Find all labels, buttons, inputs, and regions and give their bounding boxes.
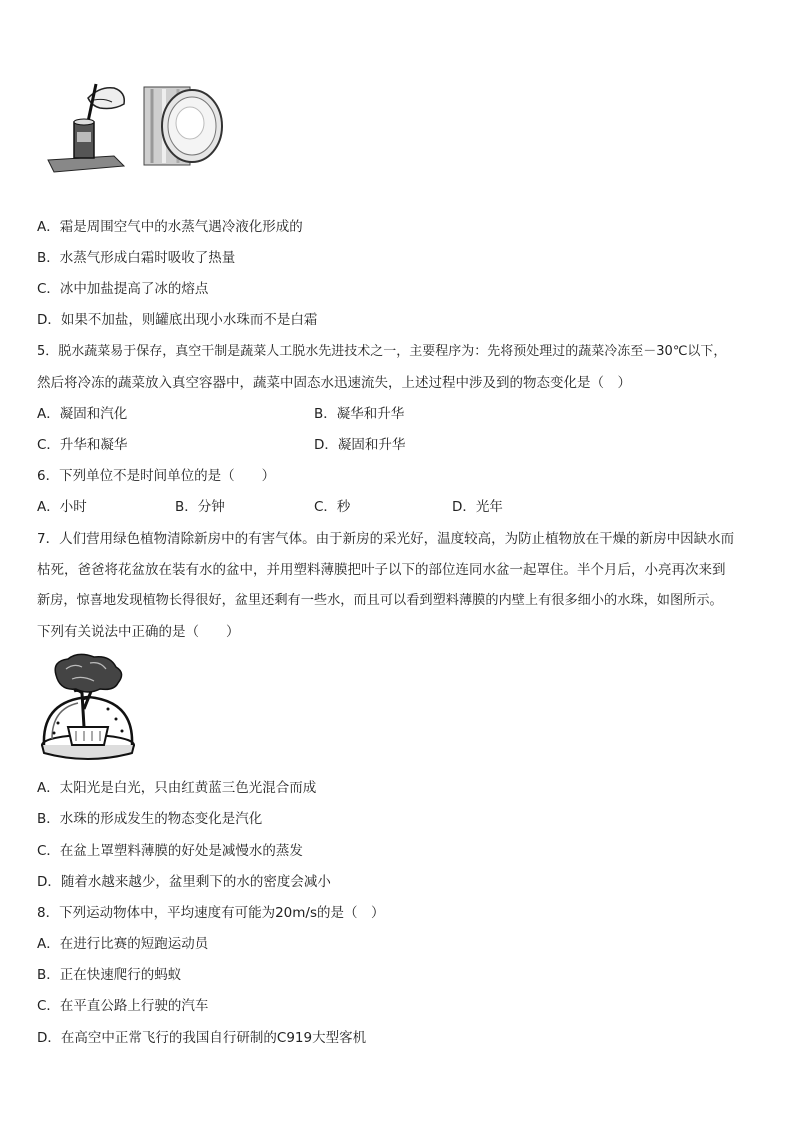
q8-stem: 8．下列运动物体中，平均速度有可能为20m/s的是（ ） bbox=[37, 905, 385, 921]
q4-option-d: D．如果不加盐，则罐底出现小水珠而不是白霜 bbox=[37, 312, 318, 328]
q5-option-b: B．凝华和升华 bbox=[314, 406, 405, 422]
frost-can-bottom-figure bbox=[142, 85, 226, 167]
q5-option-d: D．凝固和升华 bbox=[314, 437, 406, 453]
q7-stem-line1: 7．人们营用绿色植物清除新房中的有害气体。由于新房的采光好，温度较高，为防止植物放在干燥的新房中因缺水而 bbox=[37, 531, 735, 547]
can-stir-figure bbox=[44, 80, 128, 176]
q4-option-a: A．霜是周围空气中的水蒸气遇冷液化形成的 bbox=[37, 219, 303, 235]
q7-stem-line4: 下列有关说法中正确的是（ ） bbox=[37, 624, 240, 640]
q7-option-c: C．在盆上罩塑料薄膜的好处是减慢水的蒸发 bbox=[37, 843, 303, 859]
q5-option-c: C．升华和凝华 bbox=[37, 437, 128, 453]
q4-option-b: B．水蒸气形成白霜时吸收了热量 bbox=[37, 250, 236, 266]
q6-option-c: C．秒 bbox=[314, 499, 351, 515]
q8-option-d: D．在高空中正常飞行的我国自行研制的C919大型客机 bbox=[37, 1030, 367, 1046]
plant-dome-figure bbox=[38, 653, 138, 761]
q7-stem-line2: 枯死，爸爸将花盆放在装有水的盆中，并用塑料薄膜把叶子以下的部位连同水盆一起罩住。半个月后，小亮再次来到 bbox=[37, 562, 726, 578]
q8-option-c: C．在平直公路上行驶的汽车 bbox=[37, 998, 209, 1014]
q7-option-b: B．水珠的形成发生的物态变化是汽化 bbox=[37, 811, 263, 827]
q8-option-a: A．在进行比赛的短跑运动员 bbox=[37, 936, 209, 952]
q6-option-d: D．光年 bbox=[452, 499, 503, 515]
q7-option-a: A．太阳光是白光，只由红黄蓝三色光混合而成 bbox=[37, 780, 317, 796]
q5-option-a: A．凝固和汽化 bbox=[37, 406, 128, 422]
q6-stem: 6．下列单位不是时间单位的是（ ） bbox=[37, 468, 276, 484]
q7-stem-line3: 新房，惊喜地发现植物长得很好，盆里还剩有一些水，而且可以看到塑料薄膜的内壁上有很多细小的水珠，如图所示。 bbox=[37, 593, 723, 608]
q4-option-c: C．冰中加盐提高了冰的熔点 bbox=[37, 281, 209, 297]
q8-option-b: B．正在快速爬行的蚂蚁 bbox=[37, 967, 182, 983]
q6-option-b: B．分钟 bbox=[175, 499, 225, 515]
q5-stem-line1: 5．脱水蔬菜易于保存，真空干制是蔬菜人工脱水先进技术之一，主要程序为：先将预处理过的蔬菜冷冻至－30℃以下， bbox=[37, 344, 727, 359]
q7-option-d: D．随着水越来越少，盆里剩下的水的密度会减小 bbox=[37, 874, 331, 890]
q6-option-a: A．小时 bbox=[37, 499, 87, 515]
q5-stem-line2: 然后将冷冻的蔬菜放入真空容器中，蔬菜中固态水迅速流失，上述过程中涉及到的物态变化是（ ） bbox=[37, 375, 631, 391]
